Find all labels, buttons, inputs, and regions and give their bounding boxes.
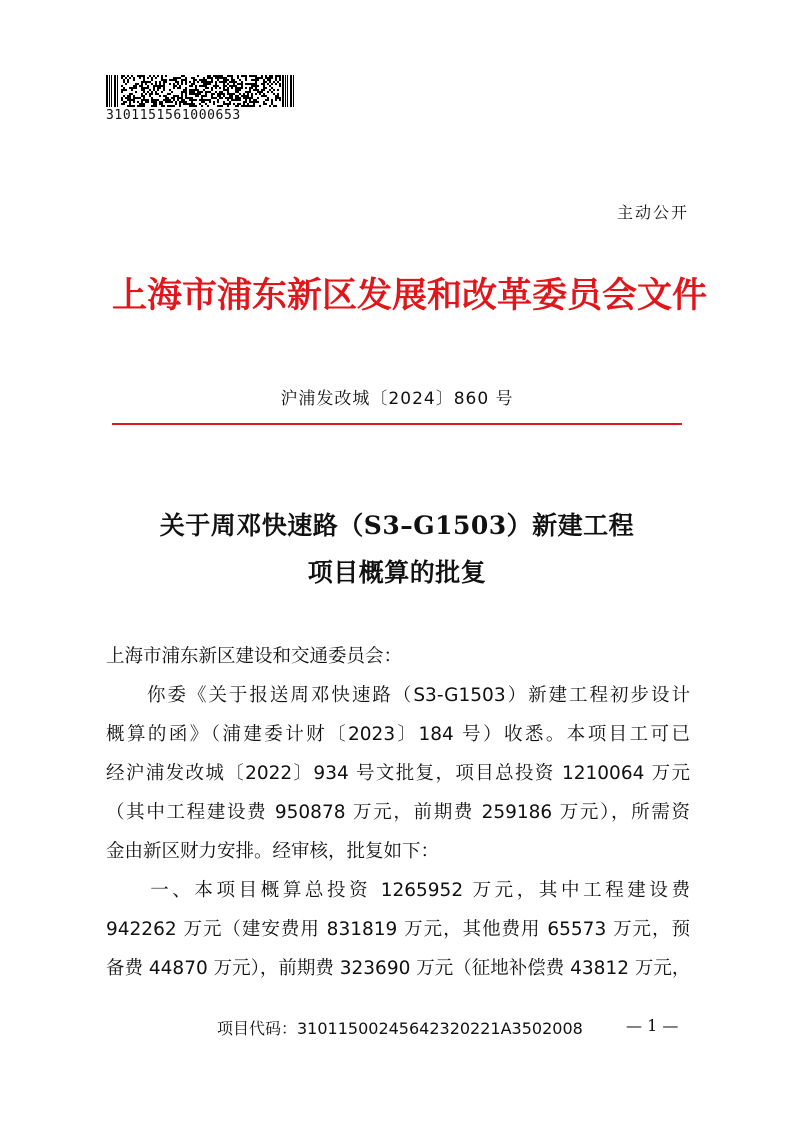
body-line-6: 一、本项目概算总投资 1265952 万元，其中工程建设费 bbox=[106, 880, 690, 901]
document-number: 沪浦发改城〔2024〕860 号 bbox=[280, 389, 514, 409]
body-line-3: 经沪浦发改城〔2022〕934 号文批复，项目总投资 1210064 万元 bbox=[106, 763, 690, 784]
body-line-8: 备费 44870 万元），前期费 323690 万元（征地补偿费 43812 万元， bbox=[106, 958, 691, 979]
barcode-number: 3101151561000653 bbox=[106, 108, 241, 123]
page-number: — 1 — bbox=[626, 1016, 679, 1035]
body-line-5: 金由新区财力安排。经审核，批复如下： bbox=[106, 841, 440, 862]
issuing-organization-title: 上海市浦东新区发展和改革委员会文件 bbox=[112, 275, 708, 316]
red-separator-line bbox=[112, 423, 682, 425]
body-line-4: （其中工程建设费 950878 万元，前期费 259186 万元），所需资 bbox=[106, 802, 690, 823]
body-line-2: 概算的函》（浦建委计财〔2023〕184 号）收悉。本项目工可已 bbox=[106, 724, 690, 745]
disclosure-label: 主动公开 bbox=[616, 203, 689, 222]
body-line-7: 942262 万元（建安费用 831819 万元，其他费用 65573 万元，预 bbox=[106, 919, 690, 940]
recipient-line: 上海市浦东新区建设和交通委员会： bbox=[106, 646, 403, 667]
subject-title-line-1: 关于周邓快速路（S3–G1503）新建工程 bbox=[159, 511, 635, 540]
body-line-1: 你委《关于报送周邓快速路（S3-G1503）新建工程初步设计 bbox=[106, 685, 690, 706]
project-code: 项目代码：31011500245642320221A3502008 bbox=[217, 1019, 583, 1038]
barcode bbox=[106, 75, 296, 107]
subject-title-line-2: 项目概算的批复 bbox=[307, 558, 487, 587]
